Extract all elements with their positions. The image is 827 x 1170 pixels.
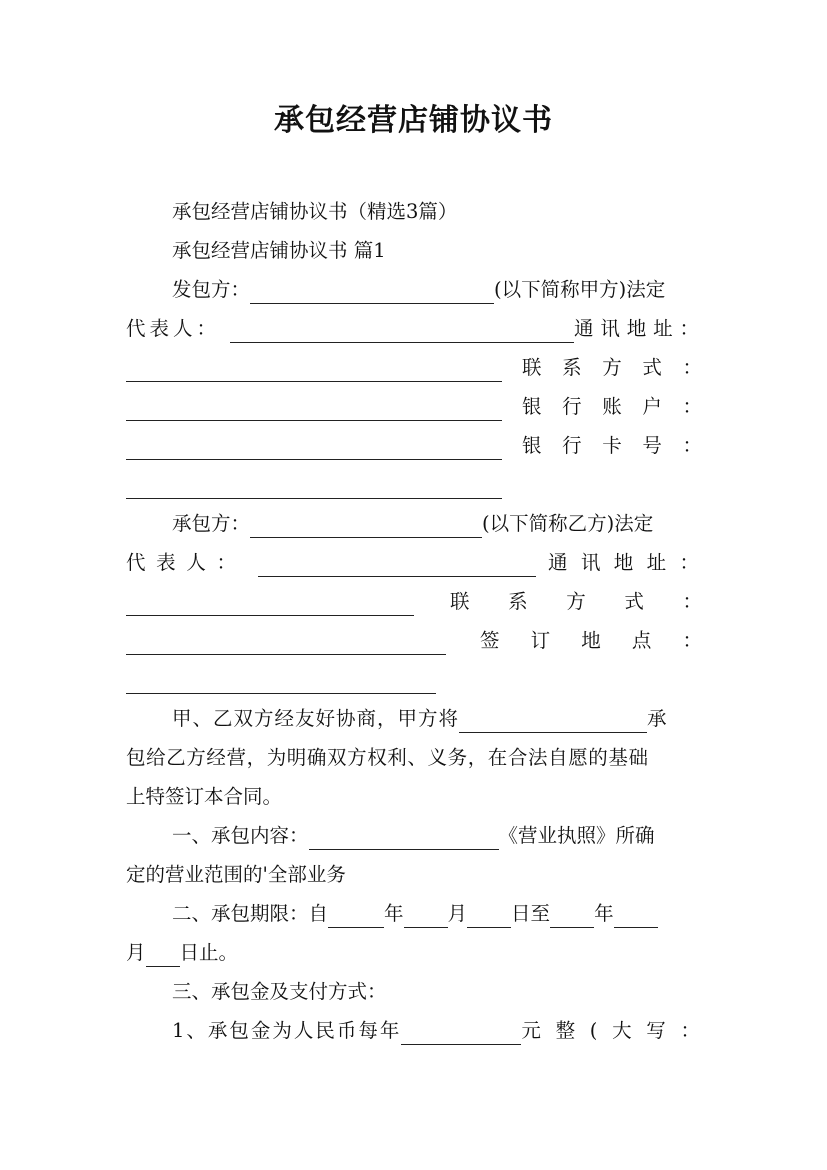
party-a-card-blank-line [126, 465, 702, 504]
section-heading: 承包经营店铺协议书 篇1 [172, 239, 386, 262]
clause-1-blank [309, 822, 499, 850]
party-a-account-blank [126, 432, 502, 460]
party-a-account-line [126, 387, 702, 426]
party-a-rep-line [126, 309, 702, 348]
subtitle: 承包经营店铺协议书（精选3篇） [172, 200, 458, 223]
clause-3-1-line: 1、承包金为人民币每年 元整(大写： [126, 1011, 702, 1050]
party-b-rep-line [126, 543, 702, 582]
party-b-addr-blank [126, 588, 414, 616]
intro-line-2: 包给乙方经营，为明确双方权利、义务，在合法自愿的基础 [126, 746, 649, 769]
party-b-contact-label: 联 系 方 式 ： [450, 590, 702, 613]
party-b-sign-blank-line [126, 660, 702, 699]
party-b-contact-blank [126, 627, 446, 655]
fee-blank [401, 1017, 521, 1045]
party-a-card-line [126, 426, 702, 465]
party-b-addr-label: 通讯地址： [548, 551, 702, 574]
party-a-card-label: 银 行 卡 号 ： [522, 434, 702, 457]
document-title: 承包经营店铺协议书 [274, 103, 553, 138]
party-a-contact-label: 联 系 方 式 ： [522, 356, 702, 379]
party-b-contact-line [126, 582, 702, 621]
party-a-rep-blank [230, 315, 574, 343]
clause-1-line-2: 定的营业范围的'全部业务 [126, 863, 346, 886]
party-b-sign-label: 签 订 地 点 ： [480, 629, 702, 652]
party-b-sign-line [126, 621, 702, 660]
party-a-name-blank [250, 276, 494, 304]
end-month-blank [614, 900, 658, 928]
clause-2-line-1: 二、承包期限：自 年 月 日至 年 [126, 894, 702, 933]
party-a-addr-blank [126, 354, 502, 382]
clause-3-heading: 三、承包金及支付方式： [172, 980, 387, 1003]
end-year-blank [550, 900, 594, 928]
clause-1-line-1: 一、承包内容： 《营业执照》所确 [126, 816, 702, 855]
party-a-addr-label: 通讯地址： [574, 317, 702, 340]
party-a-contact-blank [126, 393, 502, 421]
party-a-suffix: (以下简称甲方)法定 [494, 278, 666, 301]
party-b-rep-label: 代 表 人 ： [126, 551, 236, 574]
party-b-label: 承包方： [172, 512, 251, 535]
party-a-line [126, 270, 702, 309]
intro-line-3: 上特签订本合同。 [126, 785, 283, 808]
party-b-sign-blank [126, 666, 436, 694]
shop-blank [459, 705, 647, 733]
party-a-account-label: 银 行 账 户 ： [522, 395, 702, 418]
party-b-suffix: (以下简称乙方)法定 [482, 512, 654, 535]
start-day-blank [467, 900, 511, 928]
intro-line-1: 甲、乙双方经友好协商，甲方将 承 [126, 699, 702, 738]
clause-2-line-2: 月 日止。 [126, 933, 702, 972]
start-year-blank [328, 900, 384, 928]
party-b-line [126, 504, 702, 543]
start-month-blank [404, 900, 448, 928]
party-a-card-blank [126, 471, 502, 499]
end-day-blank [146, 939, 180, 967]
party-b-rep-blank [258, 549, 536, 577]
party-a-label: 发包方： [172, 278, 251, 301]
party-b-name-blank [250, 510, 482, 538]
party-a-contact-line [126, 348, 702, 387]
party-a-rep-label: 代表人： [126, 317, 221, 340]
